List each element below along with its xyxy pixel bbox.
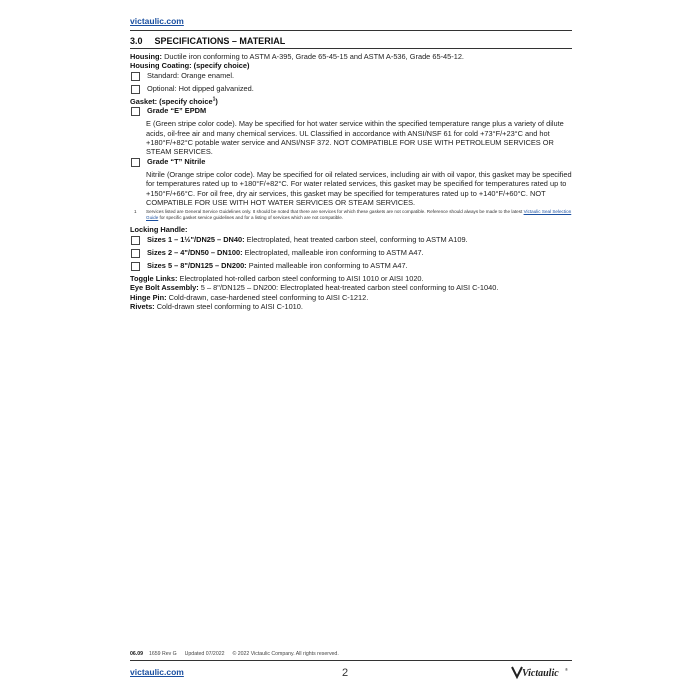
section-number: 3.0	[130, 36, 143, 46]
housing-spec	[130, 52, 572, 61]
toggle-links-label: Toggle Links:	[130, 273, 178, 283]
document-page	[130, 0, 572, 700]
victaulic-logo-icon	[510, 664, 572, 680]
locking-handle-2-checkbox[interactable]	[131, 249, 140, 258]
section-heading: SPECIFICATIONS – MATERIAL	[154, 36, 286, 46]
footer-doc-code: 06.09	[130, 651, 143, 657]
housing-text: Ductile iron conforming to ASTM A-395, Grade 65-45-15 and ASTM A-536, Grade 65-45-12.	[164, 52, 464, 61]
footnote-text-after: for specific gasket service guidelines and for a listing of services which are not compatible.	[158, 215, 344, 221]
gasket-option-grade-t	[130, 157, 572, 167]
coating-optional-checkbox[interactable]	[131, 85, 140, 94]
footnote-text-before: Services listed are General Service Guidelines only. It should be noted that there are services for which these gaskets are not compatible. Reference should always be made to the latest	[146, 209, 524, 215]
footer-updated: Updated 07/2022	[184, 651, 225, 657]
housing-label: Housing:	[130, 52, 163, 61]
title-divider	[130, 48, 572, 49]
locking-handle-3-text	[147, 261, 408, 270]
locking-handle-option-1	[130, 235, 572, 245]
bottom-divider	[130, 660, 572, 661]
grade-e-checkbox[interactable]	[131, 107, 140, 116]
toggle-links-spec	[130, 274, 572, 283]
locking-handle-option-3	[130, 261, 572, 271]
site-link-bottom[interactable]: victaulic.com	[130, 667, 184, 677]
locking-handle-1-size: Sizes 1 – 1½"/DN25 – DN40:	[147, 234, 245, 244]
housing-coating-heading: Housing Coating: (specify choice)	[130, 61, 250, 71]
locking-handle-2-desc: Electroplated, malleable iron conforming to ASTM A47.	[242, 247, 424, 257]
locking-handle-3-checkbox[interactable]	[131, 262, 140, 271]
rivets-spec	[130, 302, 572, 311]
coating-standard-checkbox[interactable]	[131, 72, 140, 81]
hinge-pin-text: Cold-drawn, case-hardened steel conforming to AISI C-1212.	[166, 292, 369, 302]
seal-selection-guide-link[interactable]: Victaulic Seal Selection Guide	[146, 209, 572, 221]
footer-info	[130, 651, 339, 657]
spec-content	[130, 52, 572, 312]
gasket-footnote	[134, 209, 572, 221]
coating-option-optional	[130, 84, 572, 94]
hinge-pin-label: Hinge Pin:	[130, 292, 167, 302]
eye-bolt-label: Eye Bolt Assembly:	[130, 283, 199, 293]
grade-e-description: E (Green stripe color code). May be specified for hot water service within the specified temperature range plus a variety of dilute acids, oil-free air and many chemical services. UL Classified in accordance with ANSI/NSF 61 for cold +73°F/+23°C and hot +180°F/+82°C potable water service and ANSI/NSF 372. NOT COMPATIBLE FOR USE WITH PETROLEUM SERVICES OR STEAM SERVICES.	[146, 119, 564, 157]
footer-revision: 1659 Rev G	[148, 651, 177, 657]
locking-handle-2-text	[147, 248, 424, 257]
site-link-top[interactable]: victaulic.com	[130, 16, 184, 26]
logo-text: Victaulic	[522, 668, 559, 679]
locking-handle-1-text	[147, 235, 468, 244]
footnote-number: 1	[134, 209, 137, 215]
coating-option-standard	[130, 71, 572, 81]
grade-e-title: Grade “E” EPDM	[147, 106, 207, 116]
coating-optional-label: Optional: Hot dipped galvanized.	[147, 83, 254, 93]
rivets-text: Cold-drawn steel conforming to AISI C-1010.	[154, 302, 303, 312]
rivets-label: Rivets:	[130, 302, 155, 312]
grade-t-title: Grade “T” Nitrile	[147, 156, 206, 166]
gasket-heading-text: Gasket: (specify choice	[130, 96, 213, 106]
locking-handle-3-desc: Painted malleable iron conforming to ASTM A47.	[246, 260, 408, 270]
locking-handle-option-2	[130, 248, 572, 258]
footnote-text	[146, 209, 572, 221]
grade-t-checkbox[interactable]	[131, 158, 140, 167]
gasket-footnote-ref: 1	[212, 96, 216, 103]
grade-t-description: Nitrile (Orange stripe color code). May be specified for oil related services, including air with oil vapor, this gasket may be specified for temperatures rated up to +180°F/+82°C. For water related services, this gasket may be specified for temperatures rated up to +150°F/+66°C. For oil free, dry air services, this gasket may be specified for temperatures rated up to +140°F/+60°C. NOT COMPATIBLE FOR USE WITH HOT WATER SERVICES OR STEAM SERVICES.	[146, 169, 572, 208]
locking-handle-heading: Locking Handle:	[130, 225, 188, 235]
gasket-heading-close: )	[215, 96, 218, 106]
page-number: 2	[342, 667, 349, 679]
footer-copyright: © 2022 Victaulic Company. All rights reserved.	[232, 651, 339, 657]
locking-handle-1-desc: Electroplated, heat treated carbon steel, conforming to ASTM A109.	[244, 234, 468, 244]
locking-handle-3-size: Sizes 5 – 8"/DN125 – DN200:	[147, 260, 247, 270]
section-title	[130, 36, 285, 46]
top-divider	[130, 30, 572, 31]
locking-handle-1-checkbox[interactable]	[131, 236, 140, 245]
toggle-links-text: Electroplated hot-rolled carbon steel conforming to AISI 1010 or AISI 1020.	[177, 273, 424, 283]
logo-registered-mark: ®	[565, 667, 568, 672]
hinge-pin-spec	[130, 293, 572, 302]
gasket-heading	[130, 97, 572, 106]
victaulic-logo	[510, 664, 572, 680]
gasket-option-grade-e	[130, 106, 572, 116]
coating-standard-label: Standard: Orange enamel.	[147, 70, 235, 80]
locking-handle-2-size: Sizes 2 – 4"/DN50 – DN100:	[147, 247, 243, 257]
eye-bolt-spec	[130, 283, 572, 292]
eye-bolt-text: 5 – 8"/DN125 – DN200: Electroplated heat-treated carbon steel conforming to AISI C-1040.	[198, 283, 499, 293]
